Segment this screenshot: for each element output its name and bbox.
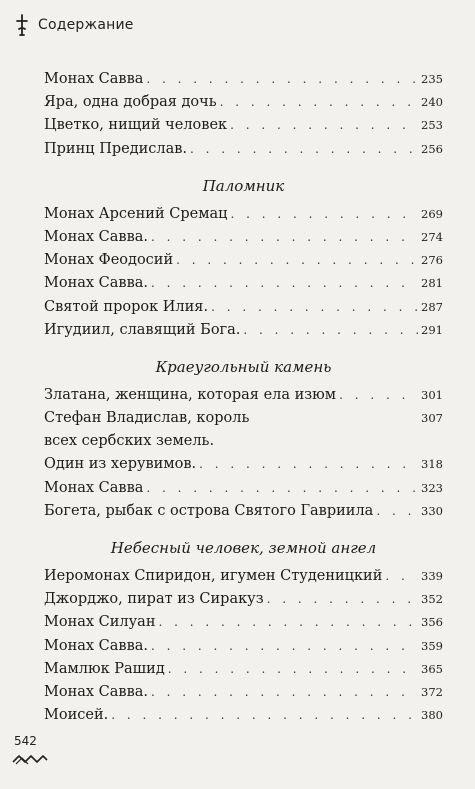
entry-title: Монах Савва. xyxy=(44,637,148,654)
entry-page: 287 xyxy=(421,299,443,314)
entry-title: Монах Савва xyxy=(44,71,144,87)
dot-leader xyxy=(220,91,418,114)
entry-page: 330 xyxy=(421,503,443,518)
entry-page: 318 xyxy=(421,457,443,472)
entry-page: 380 xyxy=(421,708,443,723)
entry-page: 365 xyxy=(421,661,443,676)
dot-leader xyxy=(146,68,418,91)
entry-title: Яра, одна добрая дочь xyxy=(44,94,217,111)
entry-title: Цветко, нищий человек xyxy=(44,117,228,134)
header-title: Содержание xyxy=(38,17,134,33)
toc-section xyxy=(44,175,443,342)
dot-leader xyxy=(151,272,418,295)
toc-entry[interactable] xyxy=(44,635,443,658)
entry-title: Монах Арсений Сремац xyxy=(44,205,228,222)
entry-title: Джорджо, пират из Сиракуз xyxy=(44,591,264,608)
toc-entry[interactable] xyxy=(44,704,443,727)
entry-title: Монах Савва. xyxy=(44,275,148,292)
section-heading: Паломник xyxy=(202,176,285,195)
entry-title: Иеромонах Спиридон, игумен Студеницкий xyxy=(44,568,383,585)
toc-entry[interactable] xyxy=(44,272,443,295)
toc-entry[interactable] xyxy=(44,611,443,634)
entry-title: Святой пророк Илия. xyxy=(44,298,209,315)
dot-leader xyxy=(151,635,418,658)
entry-page: 269 xyxy=(421,206,443,221)
dot-leader xyxy=(176,249,418,272)
entry-page: 235 xyxy=(421,72,443,86)
dot-leader xyxy=(230,114,418,137)
entry-page: 301 xyxy=(421,387,443,402)
toc-entry[interactable] xyxy=(44,226,443,249)
dot-leader xyxy=(339,384,418,407)
toc-section xyxy=(44,356,443,523)
entry-title: Златана, женщина, которая ела изюм xyxy=(44,386,337,403)
toc-entry[interactable] xyxy=(44,588,443,611)
entry-page: 281 xyxy=(421,276,443,291)
entry-title: Моисей. xyxy=(44,707,109,724)
toc-entry[interactable] xyxy=(44,296,443,319)
dot-leader xyxy=(230,203,418,226)
dot-leader xyxy=(146,477,418,500)
entry-title: Монах Феодосий xyxy=(44,252,174,269)
entry-page: 372 xyxy=(421,684,443,699)
dot-leader xyxy=(243,319,418,342)
dot-leader xyxy=(111,704,418,727)
toc-entry[interactable] xyxy=(44,91,443,114)
table-of-contents xyxy=(44,68,443,727)
toc-entry[interactable] xyxy=(44,114,443,137)
dot-leader xyxy=(199,453,418,476)
page-number: 542 xyxy=(14,734,37,748)
toc-entry[interactable] xyxy=(44,319,443,342)
entry-page: 356 xyxy=(421,615,443,630)
entry-title: Богета, рыбак с острова Святого Гавриила xyxy=(44,502,374,519)
entry-page: 276 xyxy=(421,253,443,268)
running-header xyxy=(14,14,134,36)
toc-entry[interactable] xyxy=(44,138,443,161)
dot-leader xyxy=(158,611,418,634)
dot-leader xyxy=(211,296,418,319)
toc-entry[interactable] xyxy=(44,384,443,407)
toc-entry[interactable] xyxy=(44,565,443,588)
dot-leader xyxy=(190,138,418,161)
dot-leader xyxy=(376,500,418,523)
section-heading: Краеугольный камень xyxy=(155,357,332,376)
entry-title: Монах Савва. xyxy=(44,228,148,245)
entry-title-text: Стефан Владислав, король всех сербских земель. xyxy=(44,410,250,450)
entry-title: Принц Предислав. xyxy=(44,140,188,157)
toc-entry[interactable] xyxy=(44,658,443,681)
toc-entry[interactable] xyxy=(44,203,443,226)
toc-entry[interactable] xyxy=(44,477,443,500)
wave-ornament-icon xyxy=(12,752,48,766)
dot-leader xyxy=(151,681,418,704)
entry-title xyxy=(44,407,421,453)
entry-page: 240 xyxy=(421,95,443,110)
entry-page: 359 xyxy=(421,638,443,653)
toc-entry[interactable] xyxy=(44,68,443,91)
dot-leader xyxy=(385,565,418,588)
entry-title: Игудиил, славящий Бога. xyxy=(44,321,241,338)
entry-title: Мамлюк Рашид xyxy=(44,660,165,677)
entry-page: 307 xyxy=(421,411,443,426)
dot-leader xyxy=(267,588,418,611)
entry-title: Один из херувимов. xyxy=(44,456,197,473)
dot-leader xyxy=(168,658,418,681)
entry-page: 352 xyxy=(421,592,443,607)
entry-page: 323 xyxy=(421,480,443,495)
entry-title: Монах Силуан xyxy=(44,614,156,631)
entry-page: 253 xyxy=(421,118,443,133)
section-heading: Небесный человек, земной ангел xyxy=(110,539,377,558)
cross-icon xyxy=(14,14,30,36)
entry-page: 291 xyxy=(421,322,443,337)
toc-entry[interactable] xyxy=(44,500,443,523)
dot-leader xyxy=(151,226,418,249)
toc-entry[interactable] xyxy=(44,681,443,704)
entry-title: Монах Савва xyxy=(44,479,144,496)
toc-entry[interactable] xyxy=(44,249,443,272)
toc-section xyxy=(44,537,443,727)
toc-entry[interactable] xyxy=(44,407,443,453)
toc-entry[interactable] xyxy=(44,453,443,476)
entry-title: Монах Савва. xyxy=(44,683,148,700)
entry-page: 274 xyxy=(421,229,443,244)
entry-page: 339 xyxy=(421,569,443,584)
entry-page: 256 xyxy=(421,141,443,156)
toc-section xyxy=(44,68,443,161)
